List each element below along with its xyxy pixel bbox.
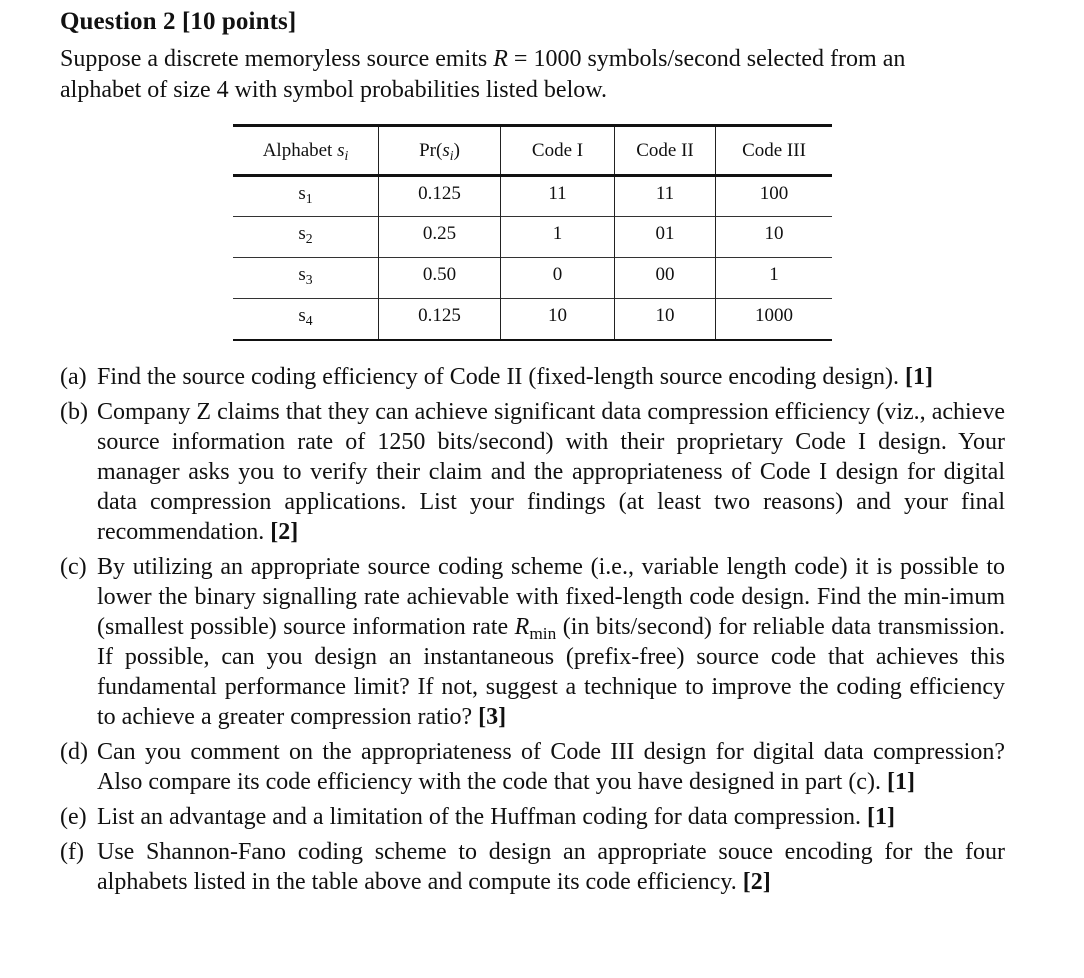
header-code-1: Code I <box>501 126 615 176</box>
part-text: By utilizing an appropriate source coding scheme (i.e., variable length code) it is possible to lower the binary signalling rate achievable with fixed-length code design. Find the min-imum (smallest possible) source information rate <box>97 554 1005 640</box>
cell-code-1: 1 <box>501 217 615 258</box>
part-text: Company Z claims that they can achieve significant data compression efficiency (viz., achieve source information rate of 1250 bits/second) with their proprietary Code I design. Your manager asks you to verify their claim and the appropriateness of Code I design for digital data compression applications. List your findings (at least two reasons) and your final recommendation. <box>97 399 1005 545</box>
part-label: (a) <box>60 364 87 390</box>
cell-probability: 0.125 <box>379 299 501 340</box>
part-d <box>60 737 1005 797</box>
part-points: [2] <box>742 869 771 895</box>
rate-symbol: R <box>493 46 508 72</box>
cell-code-2: 10 <box>615 299 716 340</box>
part-text-cont: (in bits/second) for reliable data transmission. If possible, can you design an instantaneous (prefix-free) source code that achieves this fundamental performance limit? If not, suggest a technique to improve the coding efficiency to achieve a greater compression ratio? <box>97 614 1006 730</box>
cell-probability: 0.25 <box>379 217 501 258</box>
cell-symbol: $s_1$ <box>233 176 379 217</box>
cell-code-3: 1000 <box>716 299 833 340</box>
cell-probability: 0.50 <box>379 258 501 299</box>
cell-code-1: 0 <box>501 258 615 299</box>
cell-code-2: 11 <box>615 176 716 217</box>
header-code-2: Code II <box>615 126 716 176</box>
cell-symbol: $s_2$ <box>233 217 379 258</box>
cell-code-3: 100 <box>716 176 833 217</box>
part-label: (d) <box>60 739 88 765</box>
cell-code-2: 01 <box>615 217 716 258</box>
part-a <box>60 362 1005 392</box>
cell-symbol: $s_3$ <box>233 258 379 299</box>
table-header-row <box>233 126 832 176</box>
rmin-subscript: min <box>529 623 557 643</box>
part-points: [2] <box>270 519 299 545</box>
part-label: (b) <box>60 399 88 425</box>
table-row <box>233 176 832 217</box>
cell-symbol: $s_4$ <box>233 299 379 340</box>
cell-code-1: 10 <box>501 299 615 340</box>
cell-code-3: 1 <box>716 258 833 299</box>
part-points: [1] <box>886 769 915 795</box>
cell-code-3: 10 <box>716 217 833 258</box>
cell-code-1: 11 <box>501 176 615 217</box>
table-row <box>233 299 832 340</box>
cell-code-2: 00 <box>615 258 716 299</box>
question-parts <box>60 362 1005 902</box>
table-row <box>233 217 832 258</box>
rmin-symbol: R <box>514 614 530 640</box>
cell-probability: 0.125 <box>379 176 501 217</box>
question-heading: Question 2 [10 points] <box>60 8 297 35</box>
intro-eq: = 1000 symbols/second selected from an <box>507 46 906 72</box>
part-label: (f) <box>60 839 84 865</box>
part-text: Can you comment on the appropriateness of Code III design for digital data compression? Also compare its code efficiency with the code that you have designed in part (c). <box>97 739 1005 795</box>
part-text: Find the source coding efficiency of Code II (fixed-length source encoding design). <box>97 364 899 390</box>
symbol-code-table <box>233 124 832 341</box>
part-points: [3] <box>478 704 507 730</box>
part-points: [1] <box>867 804 895 830</box>
header-probability: $Pr(s_i)$ <box>379 126 501 176</box>
header-alphabet: Alphabet $s_i$ <box>233 126 379 176</box>
part-f <box>60 837 1005 897</box>
part-e <box>60 802 1005 832</box>
table-row <box>233 258 832 299</box>
part-label: (e) <box>60 804 87 830</box>
part-c <box>60 552 1005 732</box>
part-label: (c) <box>60 554 87 580</box>
intro-line2: alphabet of size 4 with symbol probabilities listed below. <box>60 77 608 103</box>
part-text: List an advantage and a limitation of the Huffman coding for data compression. <box>97 804 862 830</box>
part-text: Use Shannon-Fano coding scheme to design an appropriate souce encoding for the four alphabets listed in the table above and compute its code efficiency. <box>97 839 1005 895</box>
part-b <box>60 397 1005 547</box>
intro-line1: Suppose a discrete memoryless source emits <box>60 46 488 72</box>
header-code-3: Code III <box>716 126 833 176</box>
question-intro <box>60 44 1003 106</box>
part-points: [1] <box>904 364 933 390</box>
